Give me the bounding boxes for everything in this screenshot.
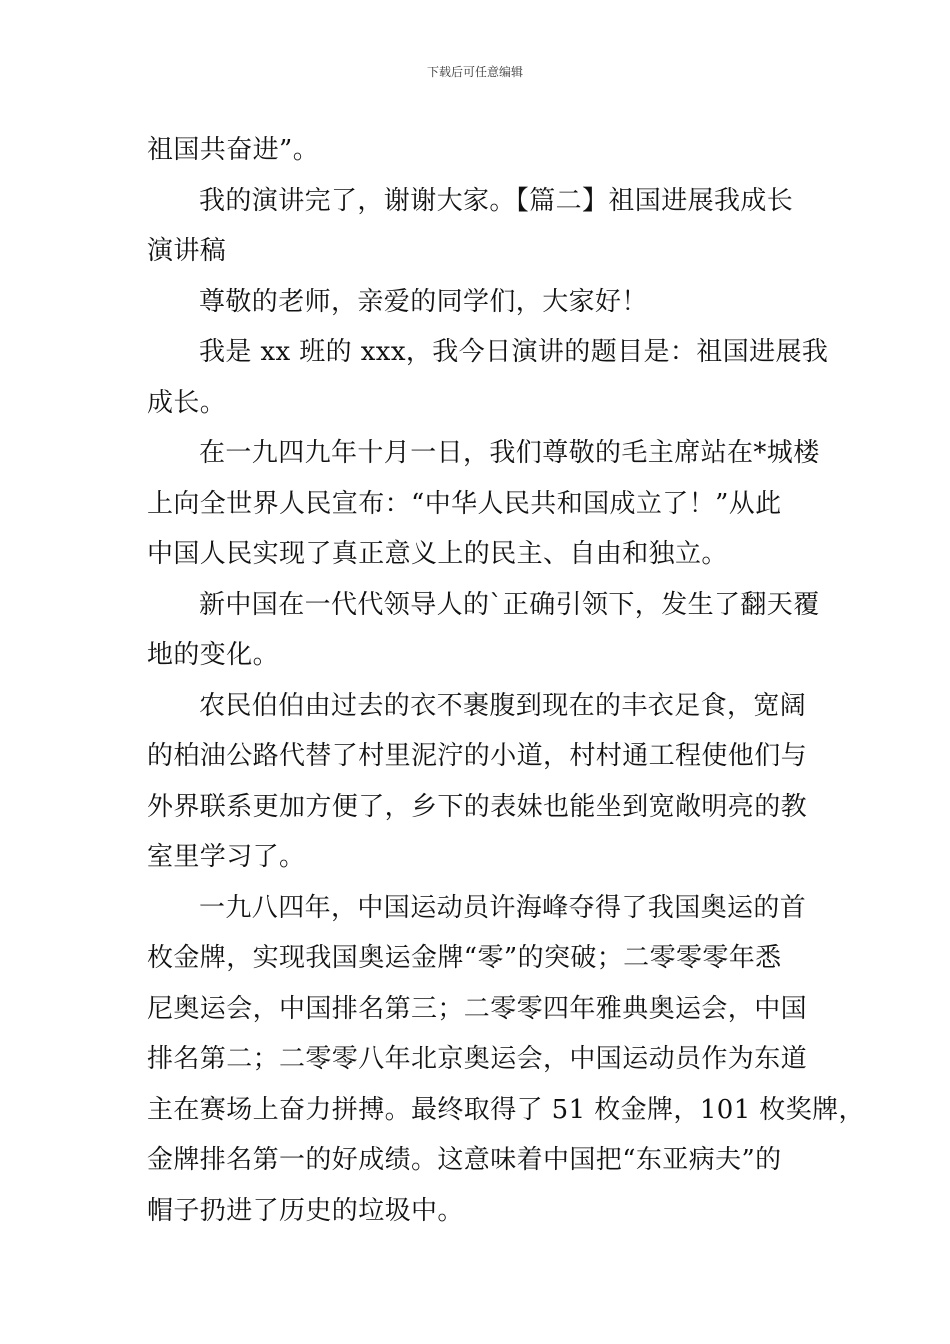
text-line: 上向全世界人民宣布：“中华人民共和国成立了！”从此 <box>147 488 782 519</box>
text-line: 祖国共奋进”。 <box>147 135 320 165</box>
document-body <box>147 125 865 1236</box>
text-line: 主在赛场上奋力拼搏。最终取得了 51 枚金牌，101 枚奖牌， <box>147 1094 865 1125</box>
paragraph <box>147 883 865 1237</box>
paragraph <box>147 428 820 580</box>
text-line: 枚金牌，实现我国奥运金牌“零”的突破；二零零零年悉 <box>147 943 782 973</box>
text-line: 尼奥运会，中国排名第三；二零零四年雅典奥运会，中国 <box>147 993 808 1024</box>
text-line: 我是 xx 班的 xxx，我今日演讲的题目是：祖国进展我 <box>199 337 829 367</box>
text-line: 排名第二；二零零八年北京奥运会，中国运动员作为东道 <box>147 1044 808 1074</box>
paragraph <box>147 277 809 328</box>
text-line: 演讲稿 <box>147 236 227 266</box>
text-line: 金牌排名第一的好成绩。这意味着中国把“东亚病夫”的 <box>147 1145 782 1175</box>
paragraph <box>147 580 820 681</box>
text-line: 尊敬的老师，亲爱的同学们，大家好！ <box>199 286 648 317</box>
text-line: 帽子扔进了历史的垃圾中。 <box>147 1195 464 1226</box>
text-line: 农民伯伯由过去的衣不裹腹到现在的丰衣足食，宽阔 <box>199 690 807 721</box>
text-line: 新中国在一代代领导人的`正确引领下，发生了翻天覆 <box>199 589 820 620</box>
text-line: 我的演讲完了，谢谢大家。【篇二】祖国进展我成长 <box>199 185 794 216</box>
text-line: 室里学习了。 <box>147 842 306 872</box>
text-line: 地的变化。 <box>147 640 280 670</box>
paragraph <box>147 125 809 176</box>
paragraph <box>147 176 809 277</box>
text-line: 成长。 <box>147 387 227 418</box>
text-line: 外界联系更加方便了，乡下的表妹也能坐到宽敞明亮的教 <box>147 791 808 822</box>
text-line: 的柏油公路代替了村里泥泞的小道，村村通工程使他们与 <box>147 741 808 771</box>
page-header: 下载后可任意编辑 <box>426 65 523 79</box>
text-line: 在一九四九年十月一日，我们尊敬的毛主席站在*城楼 <box>199 438 820 468</box>
paragraph <box>147 681 809 883</box>
text-line: 一九八四年，中国运动员许海峰夺得了我国奥运的首 <box>199 892 807 923</box>
paragraph <box>147 327 829 428</box>
text-line: 中国人民实现了真正意义上的民主、自由和独立。 <box>147 539 728 569</box>
